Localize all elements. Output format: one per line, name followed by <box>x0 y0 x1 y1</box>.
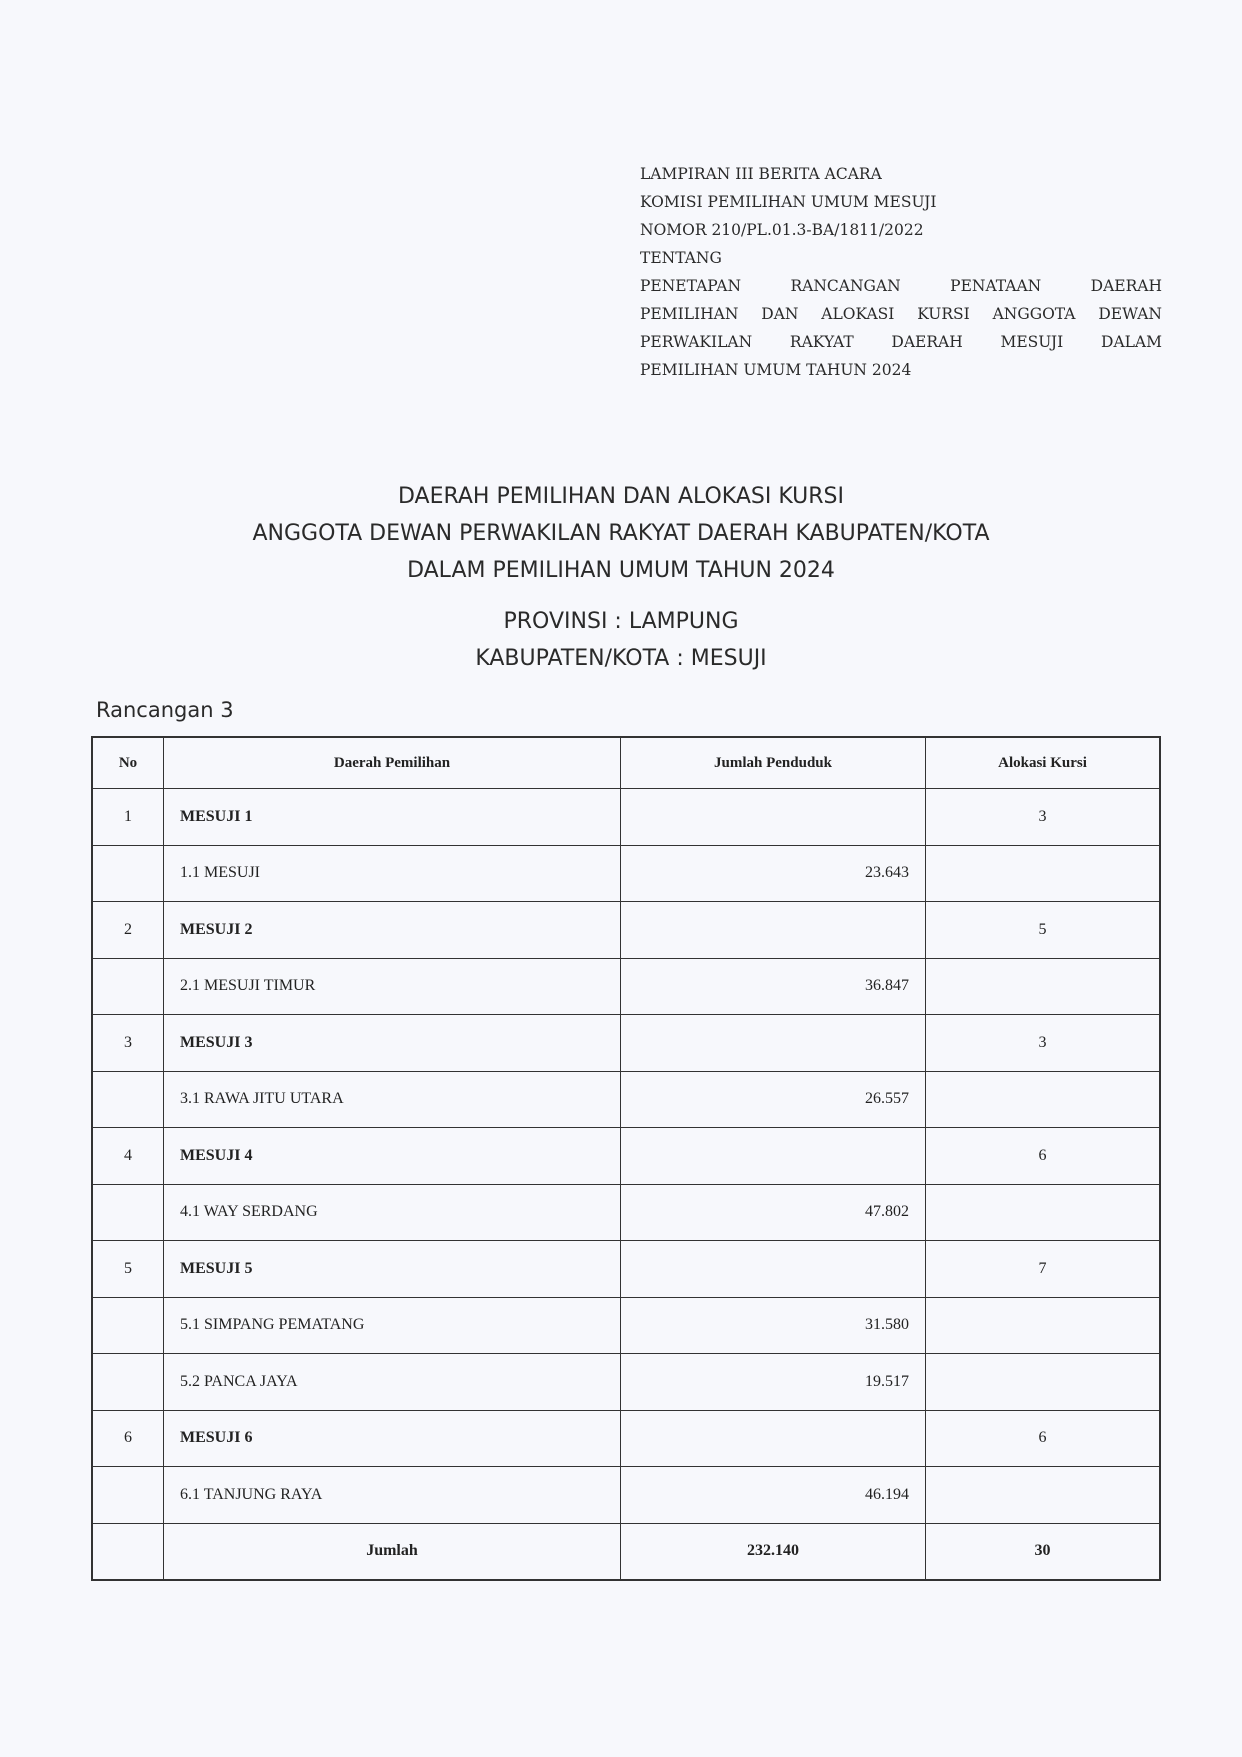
row-number <box>92 1467 164 1524</box>
row-number: 5 <box>92 1241 164 1298</box>
sub-district-row <box>92 1071 1160 1128</box>
seat-allocation <box>926 1071 1161 1128</box>
row-number: 6 <box>92 1410 164 1467</box>
total-no-cell <box>92 1523 164 1580</box>
row-number: 1 <box>92 789 164 846</box>
title-line-1: DAERAH PEMILIHAN DAN ALOKASI KURSI <box>397 484 844 509</box>
district-name: MESUJI 6 <box>164 1410 621 1467</box>
district-row <box>92 1128 1160 1185</box>
sub-district-row <box>92 1297 1160 1354</box>
sub-district-row <box>92 1467 1160 1524</box>
population-value: 19.517 <box>621 1354 926 1411</box>
row-number <box>92 958 164 1015</box>
col-header-no: No <box>92 737 164 789</box>
title-line-3: DALAM PEMILIHAN UMUM TAHUN 2024 <box>407 558 835 583</box>
population-value: 26.557 <box>621 1071 926 1128</box>
electoral-district-table <box>91 736 1161 1581</box>
col-header-seats: Alokasi Kursi <box>926 737 1161 789</box>
seat-allocation: 7 <box>926 1241 1161 1298</box>
district-name: MESUJI 1 <box>164 789 621 846</box>
subject-line: PENETAPAN RANCANGAN PENATAAN DAERAH <box>640 277 1162 295</box>
row-number <box>92 845 164 902</box>
district-name: 3.1 RAWA JITU UTARA <box>164 1071 621 1128</box>
row-number <box>92 1071 164 1128</box>
seat-allocation: 6 <box>926 1410 1161 1467</box>
district-name: 1.1 MESUJI <box>164 845 621 902</box>
seat-allocation <box>926 1297 1161 1354</box>
total-population: 232.140 <box>621 1523 926 1580</box>
col-header-population: Jumlah Penduduk <box>621 737 926 789</box>
row-number: 4 <box>92 1128 164 1185</box>
subject-line: PEMILIHAN DAN ALOKASI KURSI ANGGOTA DEWAN <box>640 305 1162 323</box>
population-value: 46.194 <box>621 1467 926 1524</box>
district-name: MESUJI 5 <box>164 1241 621 1298</box>
district-row <box>92 902 1160 959</box>
subject-line: PEMILIHAN UMUM TAHUN 2024 <box>640 361 912 379</box>
seat-allocation: 3 <box>926 1015 1161 1072</box>
seat-allocation <box>926 958 1161 1015</box>
population-value <box>621 1410 926 1467</box>
seat-allocation: 5 <box>926 902 1161 959</box>
total-row <box>92 1523 1160 1580</box>
sub-district-row <box>92 845 1160 902</box>
district-name: 5.1 SIMPANG PEMATANG <box>164 1297 621 1354</box>
seat-allocation <box>926 1184 1161 1241</box>
sub-district-row <box>92 958 1160 1015</box>
row-number <box>92 1354 164 1411</box>
seat-allocation: 3 <box>926 789 1161 846</box>
header-line: LAMPIRAN III BERITA ACARA <box>640 165 882 183</box>
province-label: PROVINSI : LAMPUNG <box>503 609 739 634</box>
district-row <box>92 789 1160 846</box>
district-row <box>92 1241 1160 1298</box>
population-value <box>621 789 926 846</box>
title-line-2: ANGGOTA DEWAN PERWAKILAN RAKYAT DAERAH KABUPATEN/KOTA <box>252 521 990 546</box>
sub-district-row <box>92 1184 1160 1241</box>
sub-district-row <box>92 1354 1160 1411</box>
population-value <box>621 902 926 959</box>
row-number: 2 <box>92 902 164 959</box>
population-value <box>621 1241 926 1298</box>
district-row <box>92 1015 1160 1072</box>
district-name: MESUJI 4 <box>164 1128 621 1185</box>
document-title <box>0 478 1242 677</box>
header-line: KOMISI PEMILIHAN UMUM MESUJI <box>640 193 937 211</box>
population-value: 36.847 <box>621 958 926 1015</box>
header-line: NOMOR 210/PL.01.3-BA/1811/2022 <box>640 221 924 239</box>
subject-line: PERWAKILAN RAKYAT DAERAH MESUJI DALAM <box>640 333 1162 351</box>
population-value <box>621 1015 926 1072</box>
population-value: 47.802 <box>621 1184 926 1241</box>
district-name: 6.1 TANJUNG RAYA <box>164 1467 621 1524</box>
row-number: 3 <box>92 1015 164 1072</box>
seat-allocation: 6 <box>926 1128 1161 1185</box>
population-value <box>621 1128 926 1185</box>
seat-allocation <box>926 1354 1161 1411</box>
header-line: TENTANG <box>640 249 722 267</box>
row-number <box>92 1184 164 1241</box>
rancangan-label: Rancangan 3 <box>96 698 234 722</box>
total-label: Jumlah <box>164 1523 621 1580</box>
row-number <box>92 1297 164 1354</box>
seat-allocation <box>926 1467 1161 1524</box>
total-seats: 30 <box>926 1523 1161 1580</box>
district-name: 4.1 WAY SERDANG <box>164 1184 621 1241</box>
district-name: 2.1 MESUJI TIMUR <box>164 958 621 1015</box>
population-value: 23.643 <box>621 845 926 902</box>
regency-label: KABUPATEN/KOTA : MESUJI <box>475 646 767 671</box>
population-value: 31.580 <box>621 1297 926 1354</box>
district-row <box>92 1410 1160 1467</box>
attachment-header <box>640 160 1162 384</box>
district-name: MESUJI 2 <box>164 902 621 959</box>
district-name: 5.2 PANCA JAYA <box>164 1354 621 1411</box>
seat-allocation <box>926 845 1161 902</box>
table-header-row <box>92 737 1160 789</box>
col-header-district: Daerah Pemilihan <box>164 737 621 789</box>
district-name: MESUJI 3 <box>164 1015 621 1072</box>
